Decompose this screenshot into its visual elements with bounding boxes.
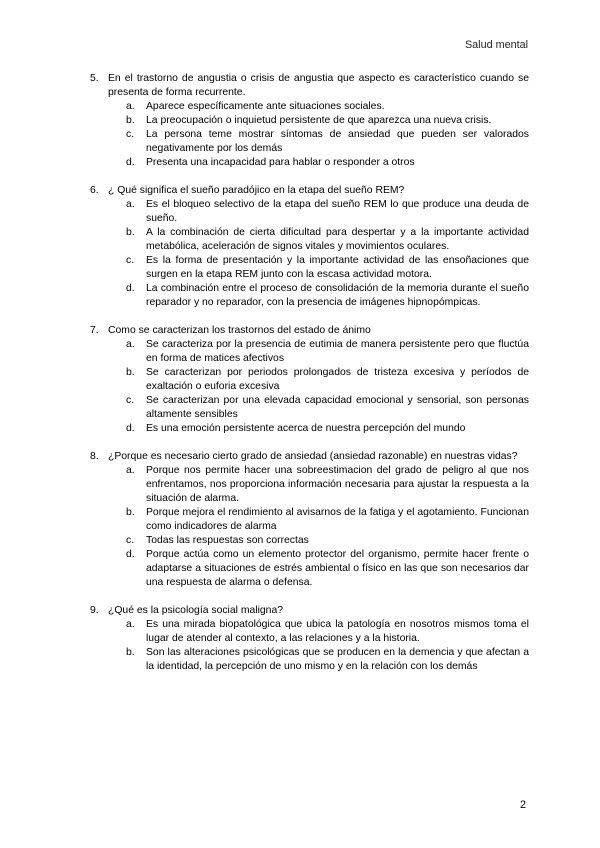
question-number: 5.: [90, 73, 99, 84]
option-letter: d.: [126, 549, 135, 560]
question-text: ¿Porque es necesario cierto grado de ansiedad (ansiedad razonable) en nuestras vidas?: [108, 451, 518, 462]
option-letter: a.: [126, 101, 135, 112]
option-text: Presenta una incapacidad para hablar o responder a otros: [146, 157, 415, 168]
option-letter: a.: [126, 199, 135, 210]
question-text: Como se caracterizan los trastornos del estado de ánimo: [108, 325, 371, 336]
answer-option: [126, 646, 529, 674]
option-text: La preocupación o inquietud persistente de que aparezca una nueva crisis.: [146, 115, 492, 126]
option-letter: c.: [126, 395, 135, 406]
answer-option: [126, 282, 529, 310]
answer-option: [126, 366, 529, 394]
option-letter: c.: [126, 535, 135, 546]
option-text: Es una mirada biopatológica que ubica la patología en nosotros mismos toma el lugar de atender al contexto, a las relaciones y a la historia.: [146, 619, 529, 644]
option-letter: b.: [126, 227, 135, 238]
option-text: Porque nos permite hacer una sobreestimacion del grado de peligro al que nos enfrentamos, nos proporciona información necesaria para ajustar la respuesta a la situación de alarma.: [146, 465, 529, 504]
answer-option: [126, 156, 529, 170]
question-7: [90, 324, 529, 436]
option-text: La persona teme mostrar síntomas de ansiedad que pueden ser valorados negativamente por los demás: [146, 129, 529, 154]
option-text: Se caracterizan por una elevada capacidad emocional y sensorial, son personas altamente sensibles: [146, 395, 529, 420]
option-text: Es la forma de presentación y la importante actividad de las ensoñaciones que surgen en la etapa REM junto con la escasa actividad motora.: [146, 255, 529, 280]
option-letter: c.: [126, 255, 135, 266]
option-text: La combinación entre el proceso de consolidación de la memoria durante el sueño reparador y no reparador, con la presencia de imágenes hipnopómpicas.: [146, 283, 529, 308]
page-header-title: Salud mental: [464, 39, 528, 51]
option-text: Se caracterizan por periodos prolongados de tristeza excesiva y períodos de exaltación o euforia excesiva: [146, 367, 529, 392]
answer-option: [126, 506, 529, 534]
question-text: En el trastorno de angustia o crisis de angustia que aspecto es característico cuando se presenta de forma recurrente.: [108, 73, 529, 98]
option-letter: b.: [126, 367, 135, 378]
answer-option: [126, 226, 529, 254]
question-list: [90, 72, 529, 688]
option-text: Aparece específicamente ante situaciones sociales.: [146, 101, 385, 112]
question-number: 7.: [90, 325, 99, 336]
answer-option: [126, 422, 529, 436]
answer-option: [126, 128, 529, 156]
answer-option: [126, 464, 529, 506]
option-letter: c.: [126, 129, 135, 140]
question-9: [90, 604, 529, 674]
option-letter: d.: [126, 423, 135, 434]
option-text: Es una emoción persistente acerca de nuestra percepción del mundo: [146, 423, 466, 434]
option-text: Todas las respuestas son correctas: [146, 535, 309, 546]
question-6: [90, 184, 529, 310]
question-text: ¿ Qué significa el sueño paradójico en la etapa del sueño REM?: [108, 185, 405, 196]
answer-option: [126, 114, 529, 128]
option-letter: a.: [126, 465, 135, 476]
option-text: Porque actúa como un elemento protector del organismo, permite hacer frente o adaptarse a situaciones de estrés ambiental o físico en las que son necesarios dar una respuesta de alarma o defensa.: [146, 549, 529, 588]
question-5: [90, 72, 529, 170]
answer-option: [126, 100, 529, 114]
answer-option: [126, 394, 529, 422]
option-letter: a.: [126, 619, 135, 630]
option-letter: d.: [126, 283, 135, 294]
question-number: 6.: [90, 185, 99, 196]
question-8: [90, 450, 529, 590]
answer-option: [126, 338, 529, 366]
option-text: A la combinación de cierta dificultad para despertar y a la importante actividad metabólica, aceleración de signos vitales y movimientos oculares.: [146, 227, 529, 252]
option-text: Se caracteriza por la presencia de eutimia de manera persistente pero que fluctúa en forma de matices afectivos: [146, 339, 529, 364]
option-text: Es el bloqueo selectivo de la etapa del sueño REM lo que produce una deuda de sueño.: [146, 199, 529, 224]
option-letter: b.: [126, 647, 135, 658]
answer-option: [126, 198, 529, 226]
answer-option: [126, 618, 529, 646]
question-number: 8.: [90, 451, 99, 462]
option-letter: d.: [126, 157, 135, 168]
page-number: 2: [519, 799, 526, 811]
question-text: ¿Qué es la psicología social maligna?: [108, 605, 284, 616]
option-text: Porque mejora el rendimiento al avisarnos de la fatiga y el agotamiento. Funcionan como indicadores de alarma: [146, 507, 529, 532]
answer-option: [126, 254, 529, 282]
option-text: Son las alteraciones psicológicas que se producen en la demencia y que afectan a la identidad, la percepción de uno mismo y en la relación con los demás: [146, 647, 529, 672]
question-number: 9.: [90, 605, 99, 616]
option-letter: b.: [126, 507, 135, 518]
answer-option: [126, 534, 529, 548]
answer-option: [126, 548, 529, 590]
option-letter: b.: [126, 115, 135, 126]
option-letter: a.: [126, 339, 135, 350]
